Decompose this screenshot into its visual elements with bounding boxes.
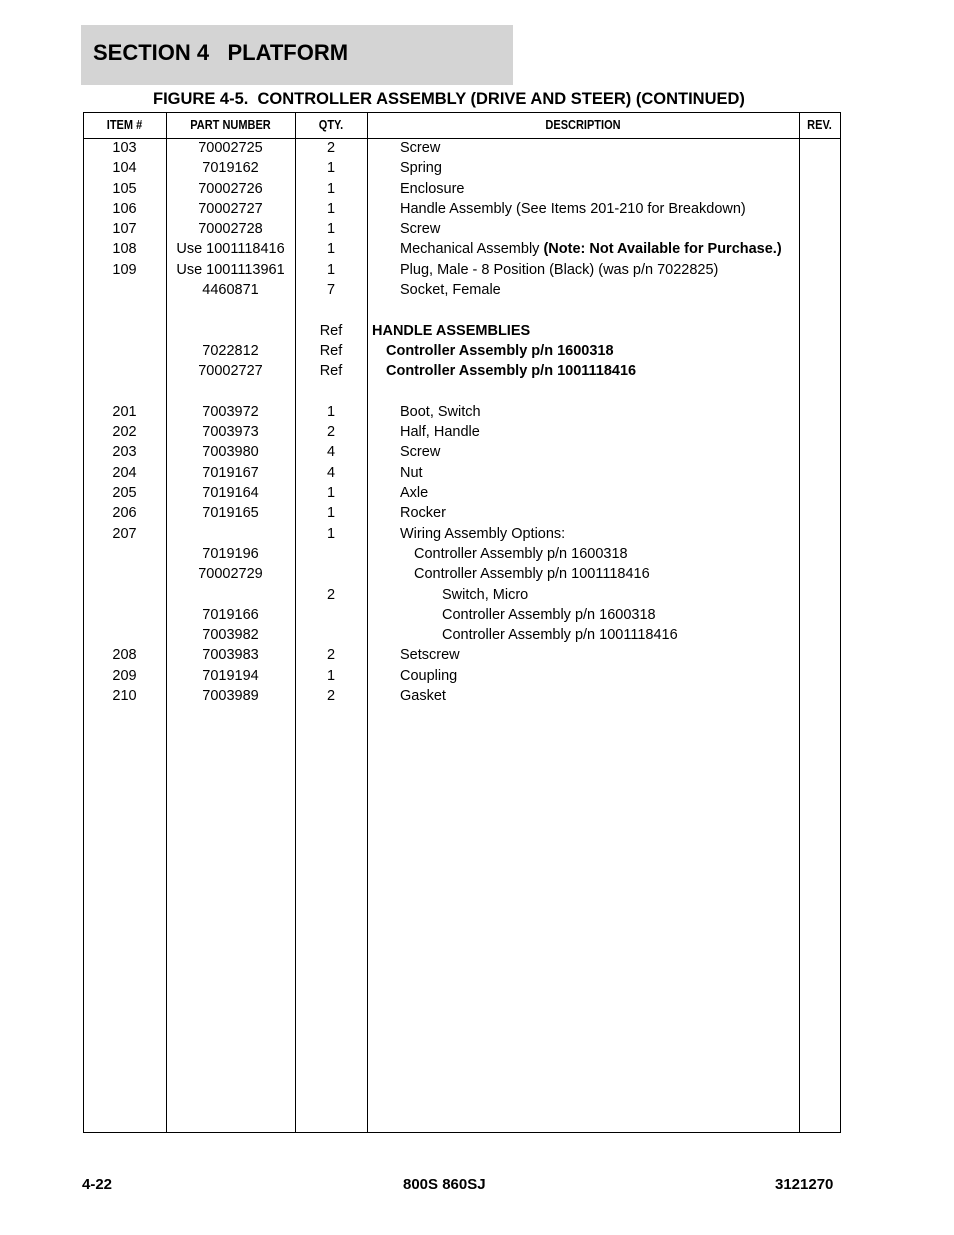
quantity: 1 (326, 160, 336, 177)
table-row (83, 686, 841, 706)
table-row (83, 199, 841, 219)
quantity: 4 (326, 444, 336, 461)
description (414, 544, 628, 564)
item-number: 106 (112, 200, 137, 217)
part-number: Use 1001118416 (176, 241, 285, 258)
description (400, 686, 446, 706)
description (400, 260, 718, 280)
quantity: 1 (326, 525, 336, 542)
part-number: 7003989 (202, 688, 259, 705)
part-number: Use 1001113961 (176, 261, 285, 278)
part-number: 7019167 (202, 464, 259, 481)
part-number: 7019162 (202, 160, 259, 177)
item-number: 202 (112, 424, 137, 441)
table-row (83, 645, 841, 665)
table-row (83, 442, 841, 462)
description (442, 625, 678, 645)
description-text: Half, Handle (400, 424, 480, 441)
quantity: 2 (326, 140, 336, 156)
part-number: 7019165 (202, 505, 259, 522)
table-row (83, 605, 841, 625)
item-number: 107 (112, 221, 137, 238)
item-number: 203 (112, 444, 137, 461)
table-row (83, 382, 841, 402)
description (400, 645, 460, 665)
description (414, 564, 650, 584)
quantity: Ref (319, 363, 343, 380)
description (400, 463, 423, 483)
part-number: 7003973 (202, 424, 259, 441)
description-bold-text: Controller Assembly p/n 1001118416 (386, 363, 637, 380)
table-row (83, 463, 841, 483)
description-text: Boot, Switch (400, 403, 481, 420)
table-row (83, 300, 841, 320)
column-header-item: ITEM # (106, 118, 143, 132)
table-row (83, 544, 841, 564)
description (400, 666, 457, 686)
part-number: 7003982 (202, 627, 259, 644)
description-bold-text: (Note: Not Available for Purchase.) (543, 241, 782, 258)
quantity: 1 (326, 667, 336, 684)
item-number: 206 (112, 505, 137, 522)
description (442, 605, 656, 625)
part-number: 7019196 (202, 545, 259, 562)
quantity: 4 (326, 464, 336, 481)
quantity: 1 (326, 505, 336, 522)
table-row (83, 524, 841, 544)
table-row (83, 158, 841, 178)
description (400, 422, 480, 442)
table-row (83, 483, 841, 503)
description-bold-text: HANDLE ASSEMBLIES (372, 322, 531, 339)
description (400, 138, 440, 158)
item-number: 103 (112, 140, 137, 156)
item-number: 205 (112, 485, 137, 502)
part-number: 7003972 (202, 403, 259, 420)
part-number: 7019166 (202, 606, 259, 623)
description-text: Axle (400, 485, 429, 502)
table-row (83, 260, 841, 280)
quantity: 2 (326, 424, 336, 441)
description (372, 321, 530, 341)
description-text: Screw (400, 444, 441, 461)
table-row (83, 280, 841, 300)
quantity: 1 (326, 261, 336, 278)
part-number: 7003980 (202, 444, 259, 461)
document-number: 3121270 (775, 1176, 834, 1193)
part-number: 70002725 (198, 140, 263, 156)
part-number: 70002729 (198, 566, 263, 583)
description-text: Socket, Female (400, 282, 501, 299)
quantity: Ref (319, 322, 343, 339)
description (400, 239, 782, 259)
part-number: 70002727 (198, 363, 263, 380)
table-row (83, 219, 841, 239)
model-name: 800S 860SJ (403, 1176, 486, 1193)
part-number: 7022812 (202, 342, 259, 359)
description (400, 503, 446, 523)
table-row (83, 239, 841, 259)
column-header-qty: QTY. (318, 118, 344, 132)
table-row (83, 138, 841, 158)
description-text: Controller Assembly p/n 1600318 (414, 545, 628, 562)
description-text: Coupling (400, 667, 458, 684)
description-text: Controller Assembly p/n 1001118416 (414, 566, 650, 583)
description-text: Controller Assembly p/n 1600318 (442, 606, 656, 623)
column-header-rev: REV. (807, 118, 832, 132)
quantity: 1 (326, 485, 336, 502)
quantity: 2 (326, 586, 336, 603)
description (400, 483, 428, 503)
description (400, 442, 440, 462)
quantity: 1 (326, 221, 336, 238)
quantity: 2 (326, 647, 336, 664)
description-text: Plug, Male - 8 Position (Black) (was p/n 7022825) (400, 261, 719, 278)
table-row (83, 321, 841, 341)
item-number: 204 (112, 464, 137, 481)
table-body (83, 138, 841, 706)
description-text: Nut (400, 464, 423, 481)
description (442, 585, 528, 605)
column-header-part-number: PART NUMBER (190, 118, 271, 132)
description (386, 361, 636, 381)
table-row (83, 341, 841, 361)
description-text: Wiring Assembly Options: (400, 525, 566, 542)
description (400, 199, 746, 219)
part-number: 4460871 (202, 282, 259, 299)
description-text: Screw (400, 221, 441, 238)
item-number: 209 (112, 667, 137, 684)
item-number: 109 (112, 261, 137, 278)
quantity: 1 (326, 403, 336, 420)
quantity: 1 (326, 200, 336, 217)
description (400, 179, 464, 199)
description-text: Setscrew (400, 647, 460, 664)
table-row (83, 422, 841, 442)
section-title: SECTION 4 PLATFORM (93, 40, 349, 65)
part-number: 7019194 (202, 667, 259, 684)
quantity: 1 (326, 180, 336, 197)
page-number: 4-22 (82, 1176, 113, 1193)
table-row (83, 666, 841, 686)
part-number: 70002726 (198, 180, 263, 197)
quantity: 2 (326, 688, 336, 705)
description-text: Screw (400, 140, 441, 156)
description-text: Switch, Micro (442, 586, 529, 603)
description-text: Handle Assembly (See Items 201-210 for Breakdown) (400, 200, 746, 217)
description (400, 280, 501, 300)
description-bold-text: Controller Assembly p/n 1600318 (386, 342, 614, 359)
table-row (83, 402, 841, 422)
table-row (83, 585, 841, 605)
description (386, 341, 614, 361)
table-row (83, 564, 841, 584)
item-number: 207 (112, 525, 137, 542)
part-number: 70002727 (198, 200, 263, 217)
item-number: 105 (112, 180, 137, 197)
item-number: 104 (112, 160, 137, 177)
description (400, 219, 440, 239)
figure-title: FIGURE 4-5. CONTROLLER ASSEMBLY (DRIVE AND STEER) (CONTINUED) (153, 90, 745, 108)
table-row (83, 361, 841, 381)
quantity: 7 (326, 282, 336, 299)
item-number: 201 (112, 403, 137, 420)
description-text: Enclosure (400, 180, 465, 197)
quantity: 1 (326, 241, 336, 258)
item-number: 208 (112, 647, 137, 664)
item-number: 210 (112, 688, 137, 705)
table-row (83, 625, 841, 645)
part-number: 70002728 (198, 221, 263, 238)
part-number: 7019164 (202, 485, 259, 502)
part-number: 7003983 (202, 647, 259, 664)
table-row (83, 503, 841, 523)
description-text: Controller Assembly p/n 1001118416 (442, 627, 678, 644)
quantity: Ref (319, 342, 343, 359)
description (400, 158, 442, 178)
table-row (83, 179, 841, 199)
item-number: 108 (112, 241, 137, 258)
description-text: Gasket (400, 688, 446, 705)
column-header-description: DESCRIPTION (545, 118, 621, 132)
description-text: Rocker (400, 505, 446, 522)
description-text: Spring (400, 160, 442, 177)
description (400, 524, 565, 544)
description (400, 402, 481, 422)
description-text: Mechanical Assembly (400, 241, 544, 258)
